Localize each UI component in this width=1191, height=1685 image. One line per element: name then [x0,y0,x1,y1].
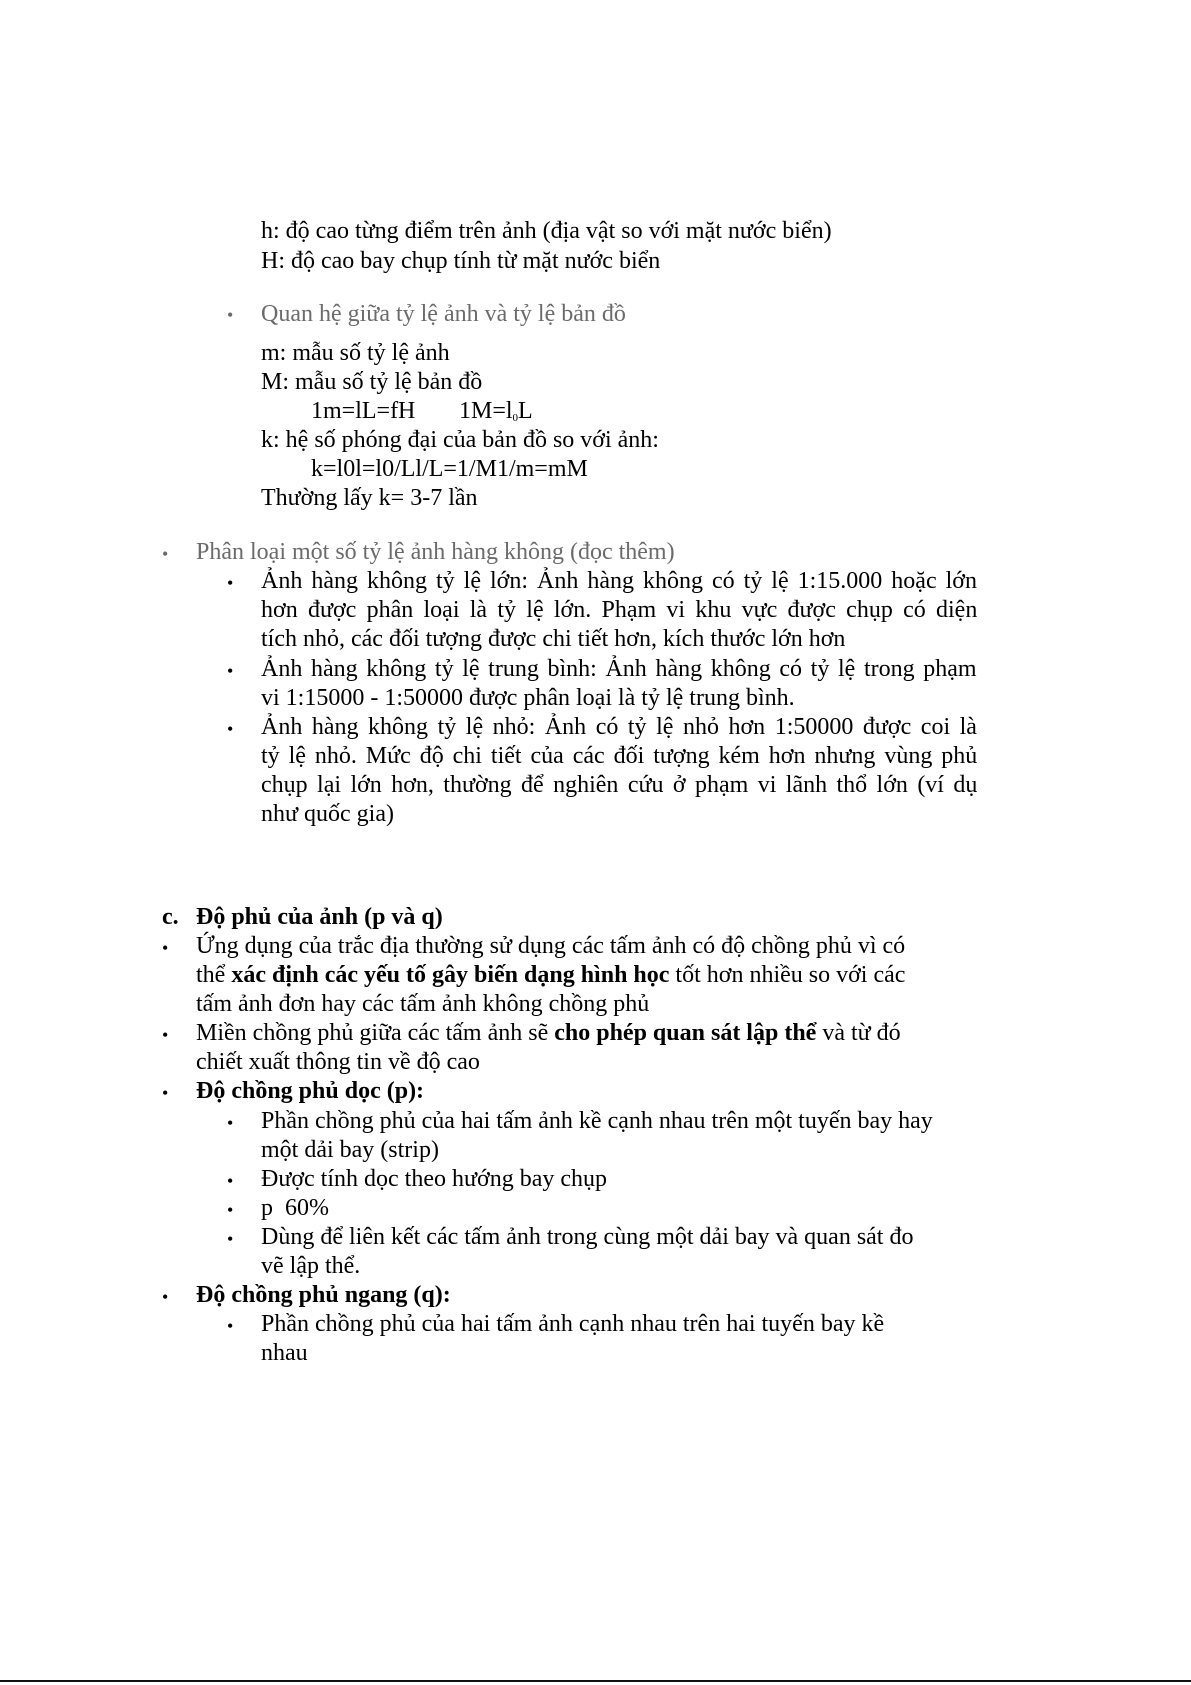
bullet-icon: • [227,1316,234,1336]
formula-scale-photo: 1m=lL=fH [311,398,416,424]
stereo-line-2: chiết xuất thông tin về độ cao [196,1049,480,1075]
overlap-benefit-line-3: tấm ảnh đơn hay các tấm ảnh không chồng phủ [196,991,650,1017]
classification-heading: Phân loại một số tỷ lệ ảnh hàng không (đọc thêm) [196,539,675,565]
forward-overlap-heading: Độ chồng phủ dọc (p): [196,1078,425,1104]
small-scale-line-1: Ảnh hàng không tỷ lệ nhỏ: Ảnh có tỷ lệ nhỏ hơn 1:50000 được coi là [261,714,977,740]
forward-overlap-item-2: Được tính dọc theo hướng bay chụp [261,1166,607,1192]
footer-divider [0,1680,1191,1682]
forward-overlap-item-4-line-2: vẽ lập thể. [261,1253,361,1279]
bullet-icon: • [227,1171,234,1191]
forward-overlap-item-3: p 60% [261,1195,329,1221]
bullet-icon: • [227,719,234,739]
M-definition: M: mẫu số tỷ lệ bản đồ [261,369,483,395]
large-scale-line-1: Ảnh hàng không tỷ lệ lớn: Ảnh hàng không có tỷ lệ 1:15.000 hoặc lớn [261,568,977,594]
usual-k-note: Thường lấy k= 3-7 lần [261,485,478,511]
k-definition: k: hệ số phóng đại của bản đồ so với ảnh: [261,427,659,453]
bullet-icon: • [227,1200,234,1220]
forward-overlap-item-4-line-1: Dùng để liên kết các tấm ảnh trong cùng một dải bay và quan sát đo [261,1224,914,1250]
overlap-benefit-line-2: thể xác định các yếu tố gây biến dạng hình học tốt hơn nhiều so với các [196,962,906,988]
bullet-icon: • [162,1025,169,1045]
side-overlap-item-1-line-1: Phần chồng phủ của hai tấm ảnh cạnh nhau trên hai tuyến bay kề [261,1311,885,1337]
relation-heading: Quan hệ giữa tỷ lệ ảnh và tỷ lệ bản đồ [261,301,626,327]
section-title: Độ phủ của ảnh (p và q) [196,904,443,930]
h-definition: h: độ cao từng điểm trên ảnh (địa vật so với mặt nước biển) [261,218,832,244]
small-scale-line-2: tỷ lệ nhỏ. Mức độ chi tiết của các đối tượng kém hơn nhưng vùng phủ [261,743,978,769]
formula-k: k=l0l=l0/Ll/L=1/M1/m=mM [311,456,588,482]
small-scale-line-4: như quốc gia) [261,801,394,827]
medium-scale-line-2: vi 1:15000 - 1:50000 được phân loại là tỷ lệ trung bình. [261,685,795,711]
bullet-icon: • [227,1229,234,1249]
bullet-icon: • [162,544,169,564]
bullet-icon: • [162,1083,169,1103]
large-scale-line-3: tích nhỏ, các đối tượng được chi tiết hơn, kích thước lớn hơn [261,626,846,652]
medium-scale-line-1: Ảnh hàng không tỷ lệ trung bình: Ảnh hàng không có tỷ lệ trong phạm [261,656,977,682]
large-scale-line-2: hơn được phân loại là tỷ lệ lớn. Phạm vi khu vực được chụp có diện [261,597,978,623]
bullet-icon: • [227,305,234,325]
H-definition: H: độ cao bay chụp tính từ mặt nước biển [261,248,661,274]
overlap-benefit-line-1: Ứng dụng của trắc địa thường sử dụng các tấm ảnh có độ chồng phủ vì có [196,933,906,959]
small-scale-line-3: chụp lại lớn hơn, thường để nghiên cứu ở phạm vi lãnh thổ lớn (ví dụ [261,772,978,798]
bullet-icon: • [162,938,169,958]
forward-overlap-item-1-line-1: Phần chồng phủ của hai tấm ảnh kề cạnh nhau trên một tuyến bay hay [261,1108,933,1134]
side-overlap-item-1-line-2: nhau [261,1340,308,1366]
forward-overlap-item-1-line-2: một dải bay (strip) [261,1137,439,1163]
bullet-icon: • [227,573,234,593]
bullet-icon: • [162,1287,169,1307]
bullet-icon: • [227,661,234,681]
section-label: c. [162,904,179,930]
formula-scale-map: $1M=l_0L$ [459,398,533,424]
m-definition: m: mẫu số tỷ lệ ảnh [261,340,450,366]
bullet-icon: • [227,1113,234,1133]
stereo-line-1: Miền chồng phủ giữa các tấm ảnh sẽ cho phép quan sát lập thể và từ đó [196,1020,901,1046]
side-overlap-heading: Độ chồng phủ ngang (q): [196,1282,451,1308]
